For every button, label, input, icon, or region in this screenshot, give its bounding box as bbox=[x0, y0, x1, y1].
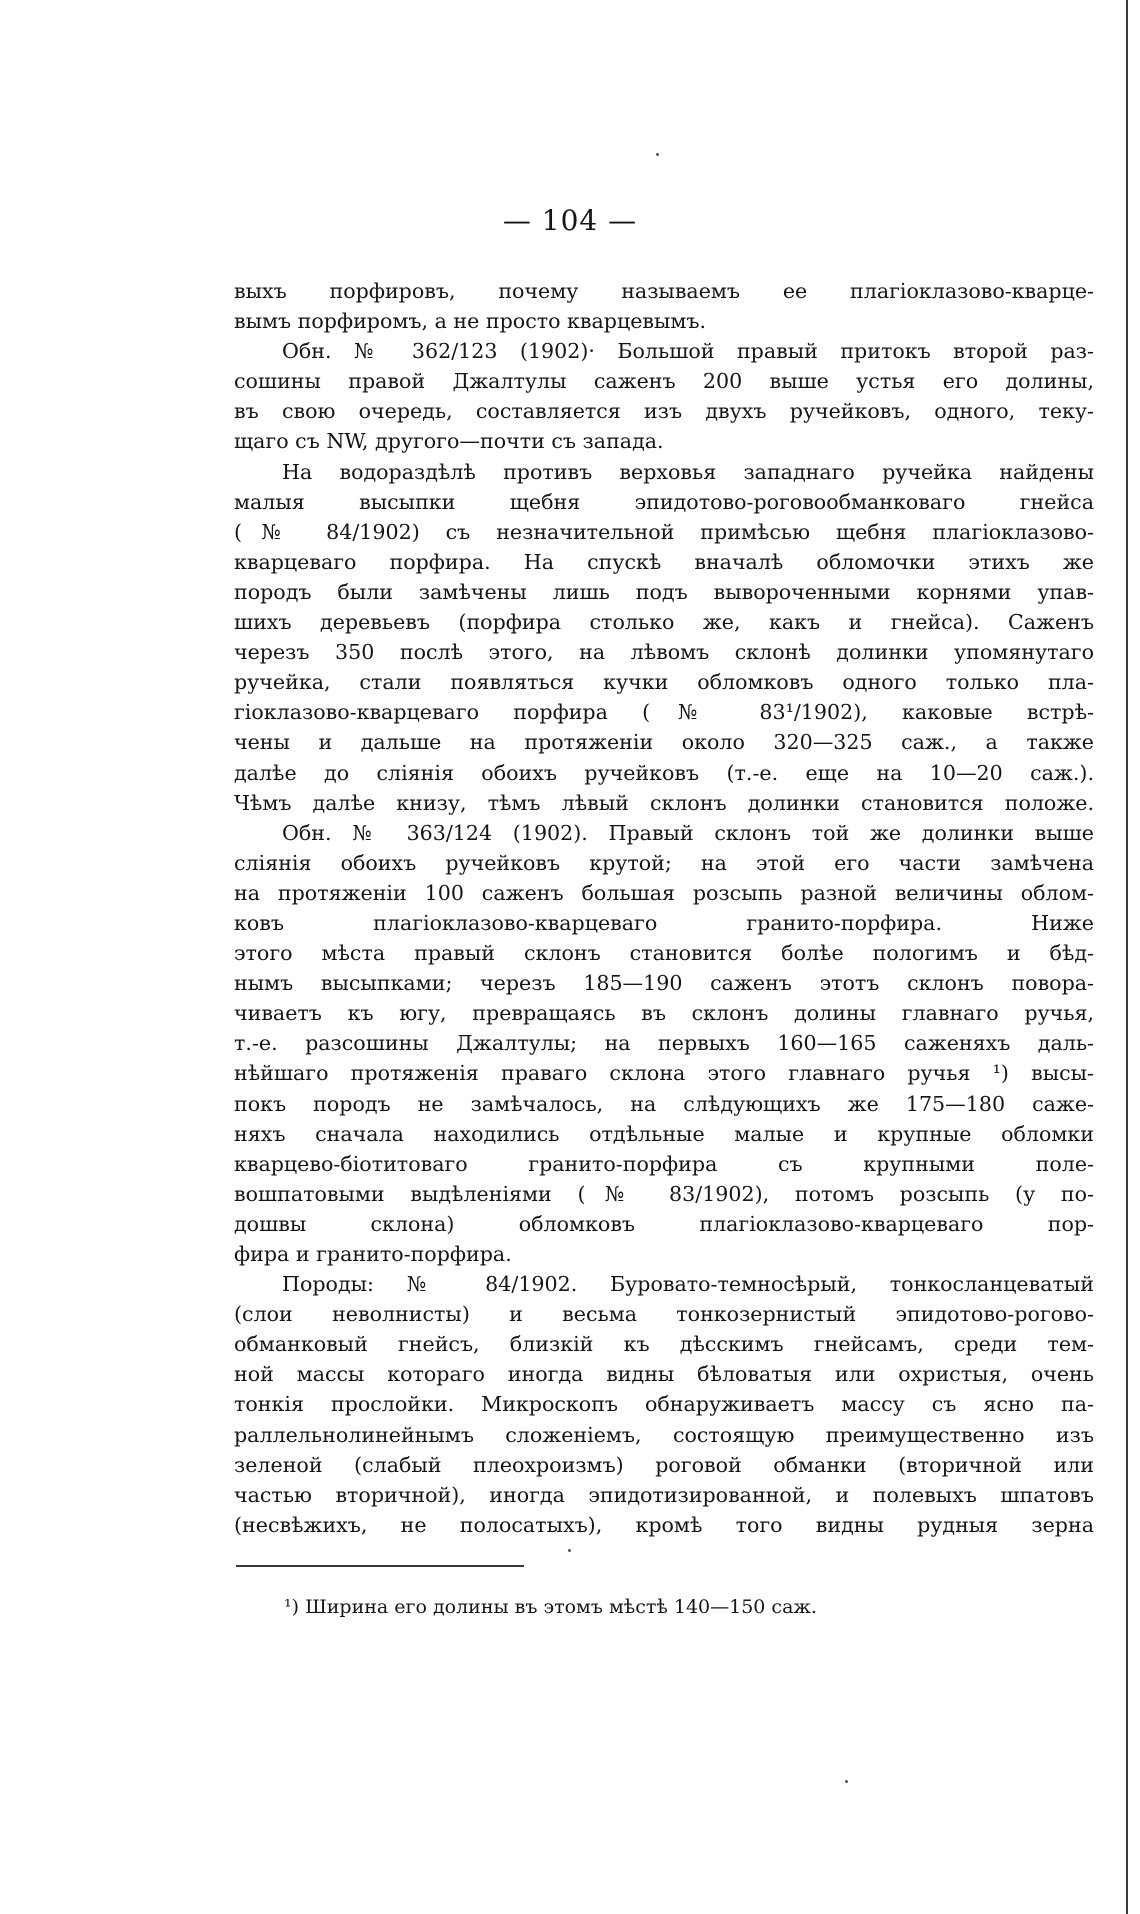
text-line: Обн. № 362/123 (1902)· Большой правый притокъ второй раз- bbox=[282, 339, 1094, 364]
text-line: черезъ 350 послѣ этого, на лѣвомъ склонѣ долинки упомянутаго bbox=[234, 640, 1094, 665]
text-line: слiянія обоихъ ручейковъ крутой; на этой его части замѣчена bbox=[234, 850, 1094, 875]
text-line: т.-е. разсошины Джалтулы; на первыхъ 160—165 саженяхъ даль- bbox=[234, 1031, 1094, 1056]
text-line: ручейка, стали появляться кучки обломковъ одного только пла- bbox=[234, 670, 1094, 695]
text-line: (несвѣжихъ, не полосатыхъ), кромѣ того видны рудныя зерна bbox=[234, 1512, 1094, 1537]
text-line: дошвы склона) обломковъ плагіоклазово-кварцеваго пор- bbox=[234, 1211, 1094, 1236]
text-line: нѣйшаго протяженія праваго склона этого главнаго ручья ¹) высы- bbox=[234, 1061, 1094, 1086]
text-line: въ свою очередь, составляется изъ двухъ ручейковъ, одного, теку- bbox=[234, 399, 1094, 424]
text-line: ной массы котораго иногда видны бѣловатыя или охристыя, очень bbox=[234, 1362, 1094, 1387]
text-line: щаго съ NW, другого—почти съ запада. bbox=[234, 429, 664, 454]
text-line: шихъ деревьевъ (порфира столько же, какъ и гнейса). Саженъ bbox=[234, 610, 1094, 635]
text-line: (слои неволнисты) и весьма тонкозернистый эпидотово-рогово- bbox=[234, 1302, 1094, 1327]
text-line: этого мѣста правый склонъ становится болѣе пологимъ и бѣд- bbox=[234, 941, 1094, 966]
text-line: кварцево-біотитоваго гранито-порфира съ крупными поле- bbox=[234, 1151, 1094, 1176]
text-line: чиваетъ къ югу, превращаясь въ склонъ долины главнаго ручья, bbox=[234, 1001, 1094, 1026]
text-line: гіоклазово-кварцеваго порфира (№ 83¹/1902), каковые встрѣ- bbox=[234, 700, 1094, 725]
text-line: малыя высыпки щебня эпидотово-роговообманковаго гнейса bbox=[234, 489, 1094, 514]
text-line: далѣе до слiянія обоихъ ручейковъ (т.-е. еще на 10—20 саж.). bbox=[234, 760, 1094, 785]
body-text bbox=[234, 276, 1094, 1540]
text-line: нымъ высыпками; черезъ 185—190 саженъ этотъ склонъ повора- bbox=[234, 971, 1094, 996]
text-line: (№ 84/1902) съ незначительной примѣсью щебня плагіоклазово- bbox=[234, 519, 1094, 544]
text-line: ковъ плагіоклазово-кварцеваго гранито-порфира. Ниже bbox=[234, 910, 1094, 935]
text-line: чены и дальше на протяженіи около 320—325 саж., а также bbox=[234, 730, 1094, 755]
page-edge-line bbox=[1126, 0, 1128, 1914]
text-line: покъ породъ не замѣчалось, на слѣдующихъ же 175—180 саже- bbox=[234, 1091, 1094, 1116]
text-line: сошины правой Джалтулы саженъ 200 выше устья его долины, bbox=[234, 369, 1094, 394]
footnote: ¹) Ширина его долины въ этомъ мѣстѣ 140—150 саж. bbox=[284, 1596, 817, 1618]
speck bbox=[656, 153, 659, 156]
text-line: фира и гранито-порфира. bbox=[234, 1242, 512, 1266]
footnote-divider bbox=[236, 1565, 524, 1567]
text-line: на протяженіи 100 саженъ большая розсыпь разной величины облом- bbox=[234, 880, 1094, 905]
text-line: вымъ порфиромъ, а не просто кварцевымъ. bbox=[234, 309, 707, 334]
text-line: породъ были замѣчены лишь подъ вывороченными корнями упав- bbox=[234, 579, 1094, 604]
text-line: частью вторичной), иногда эпидотизированной, и полевыхъ шпатовъ bbox=[234, 1482, 1094, 1507]
text-line: кварцеваго порфира. На спускѣ вначалѣ обломочки этихъ же bbox=[234, 549, 1094, 574]
text-line: выхъ порфировъ, почему называемъ ее плагіоклазово-кварце- bbox=[234, 279, 1094, 303]
text-line: вошпатовыми выдѣленіями (№ 83/1902), потомъ розсыпь (у по- bbox=[234, 1181, 1094, 1206]
text-line: обманковый гнейсъ, близкій къ дѣсскимъ гнейсамъ, среди тем- bbox=[234, 1332, 1094, 1357]
text-line: зеленой (слабый плеохроизмъ) роговой обманки (вторичной или bbox=[234, 1452, 1094, 1477]
text-line: Обн. № 363/124 (1902). Правый склонъ той же долинки выше bbox=[282, 820, 1094, 845]
text-line: тонкія прослойки. Микроскопъ обнаруживаетъ массу съ ясно па- bbox=[234, 1392, 1094, 1417]
text-line: раллельнолинейнымъ сложеніемъ, состоящую преимущественно изъ bbox=[234, 1422, 1094, 1447]
text-line: Чѣмъ далѣе книзу, тѣмъ лѣвый склонъ долинки становится положе. bbox=[234, 790, 1094, 815]
page-number: — 104 — bbox=[502, 204, 638, 237]
text-line: няхъ сначала находились отдѣльные малые и крупные обломки bbox=[234, 1121, 1094, 1146]
speck bbox=[568, 1549, 571, 1552]
speck bbox=[845, 1780, 848, 1783]
text-line: На водораздѣлѣ противъ верховья западнаго ручейка найдены bbox=[282, 459, 1094, 484]
text-line: Породы: № 84/1902. Буровато-темносѣрый, тонкосланцеватый bbox=[282, 1272, 1094, 1297]
